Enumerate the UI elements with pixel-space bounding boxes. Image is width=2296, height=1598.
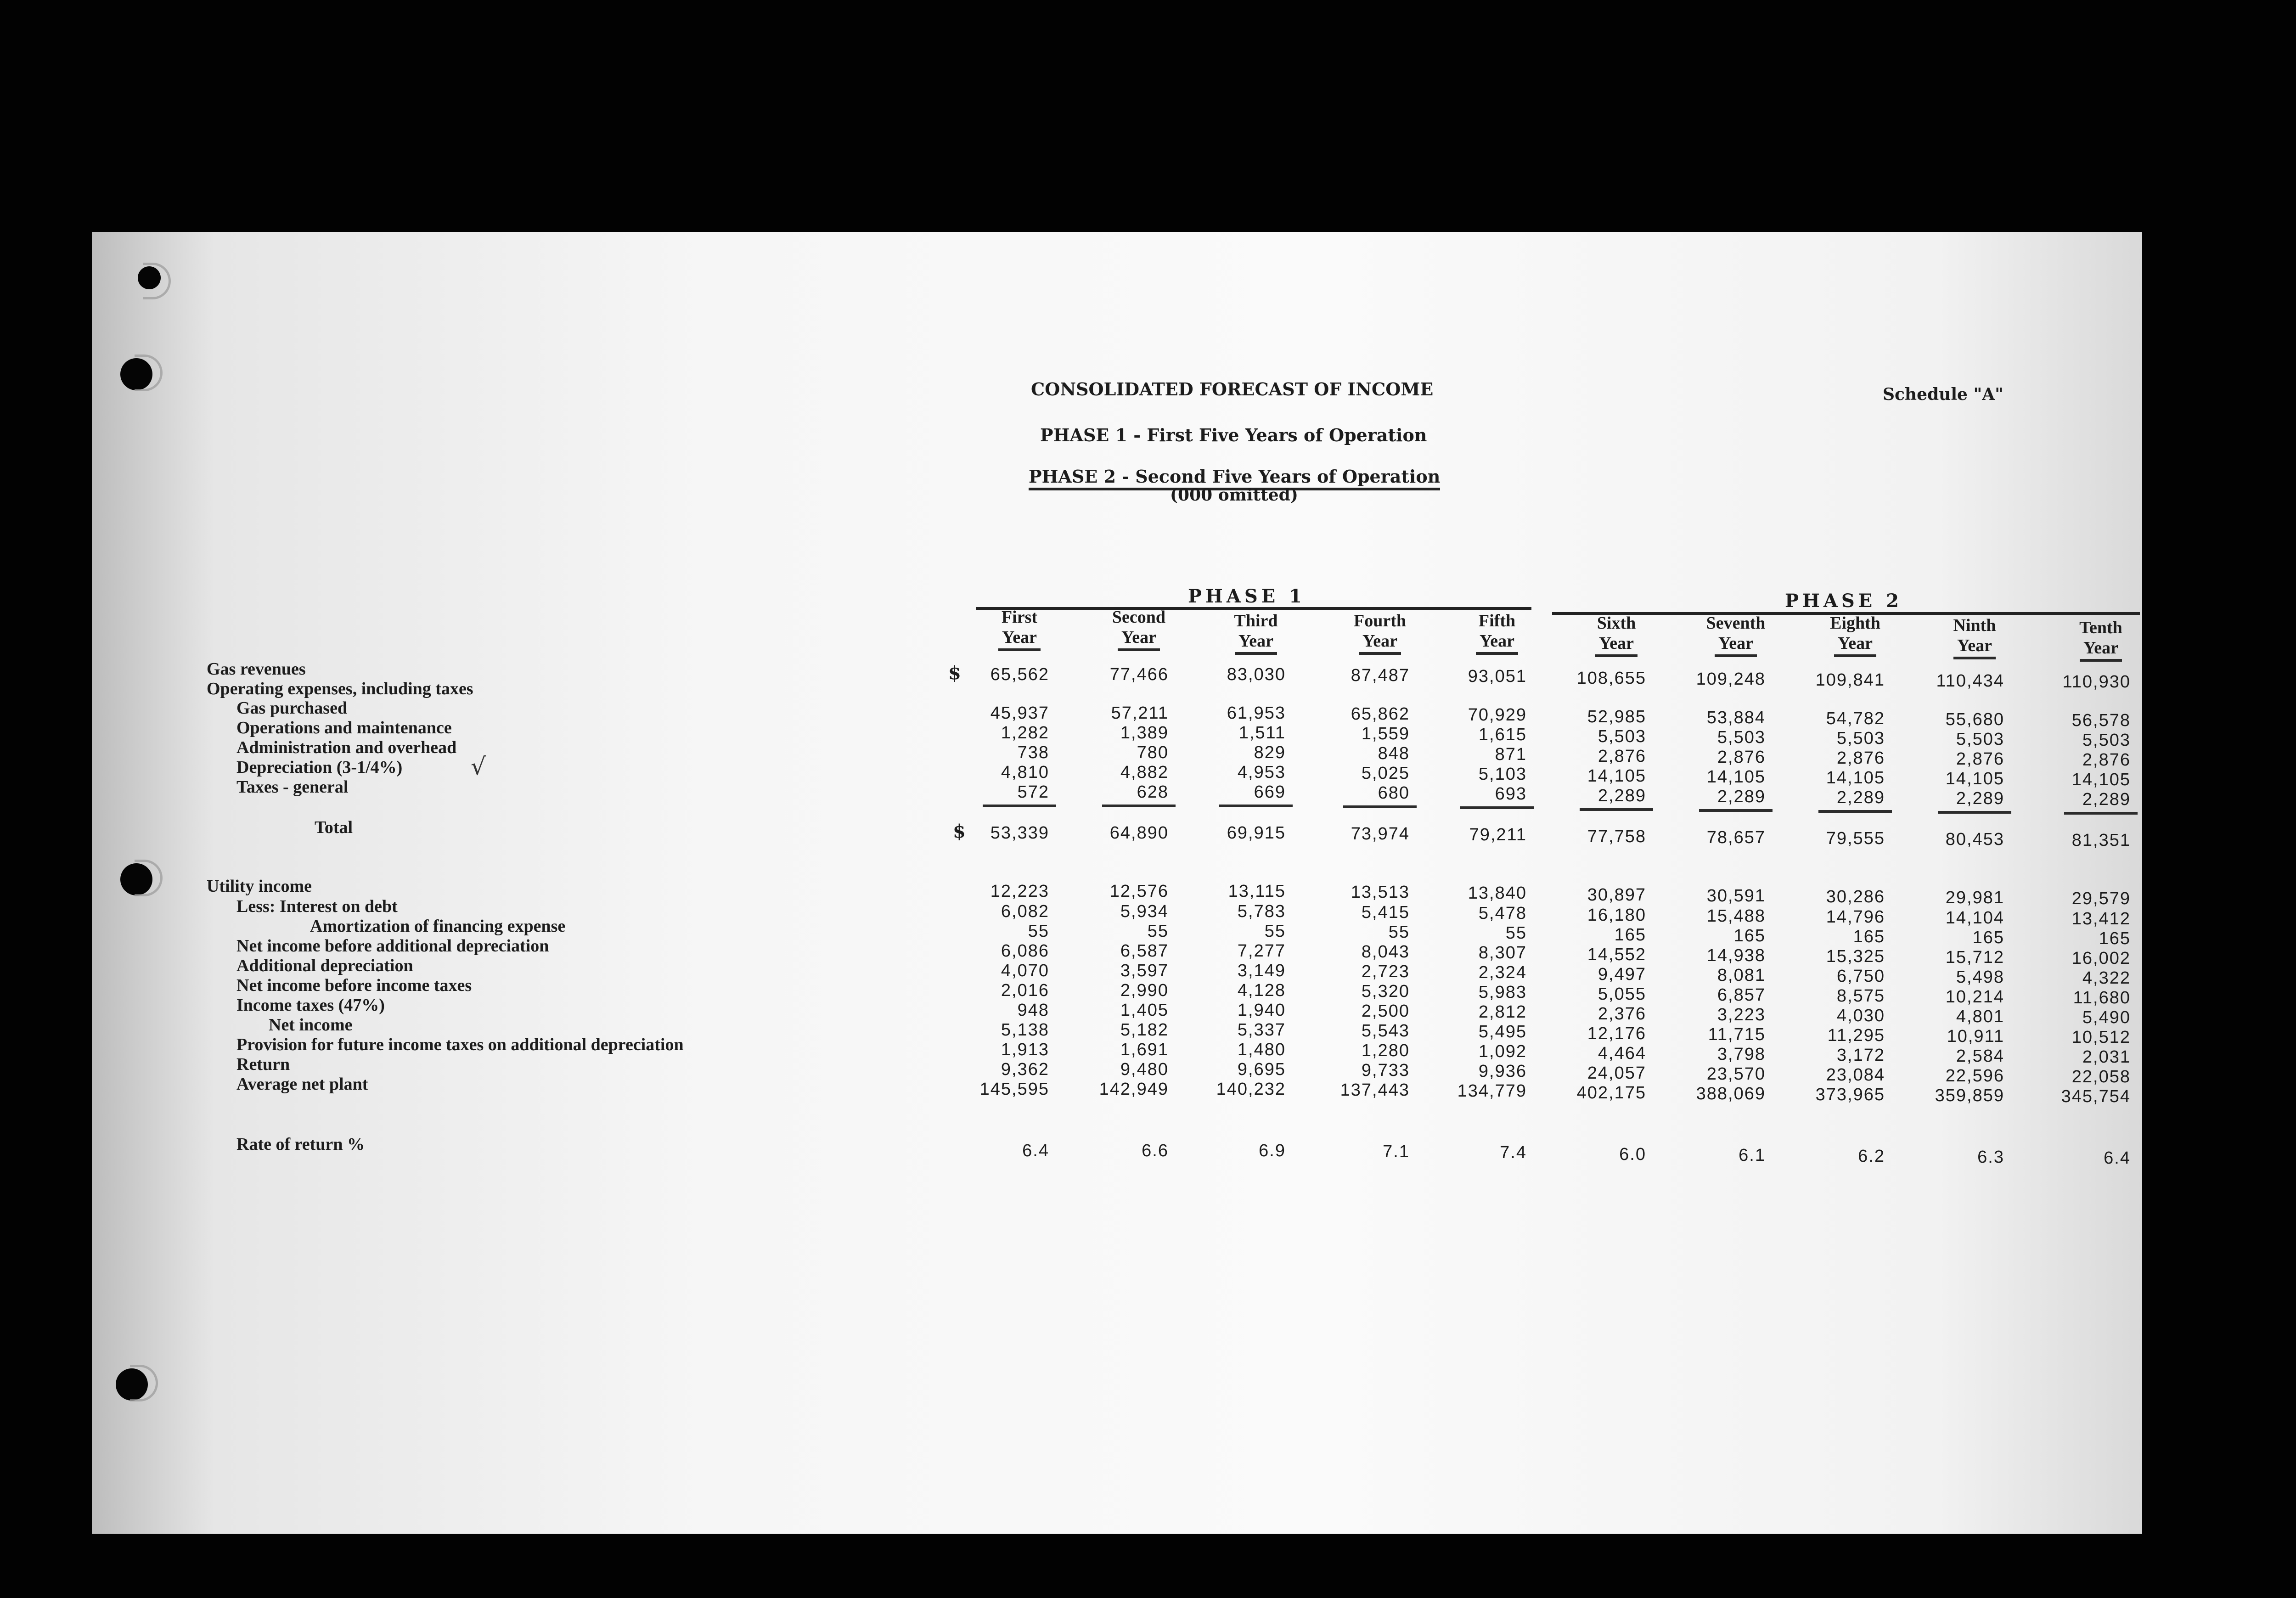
table-cell: 4,070 bbox=[1001, 961, 1049, 980]
table-cell: 22,058 bbox=[2071, 1067, 2131, 1086]
table-cell: 10,911 bbox=[1947, 1027, 2004, 1046]
row-label: Additional depreciation bbox=[236, 956, 413, 975]
column-header-bottom: Year bbox=[1595, 633, 1638, 657]
row-label: Depreciation (3-1/4%) bbox=[236, 758, 403, 777]
table-cell: 110,434 bbox=[1936, 671, 2004, 691]
row-label: Gas purchased bbox=[236, 698, 348, 718]
table-cell: 11,680 bbox=[2073, 988, 2131, 1007]
table-cell: 54,782 bbox=[1826, 709, 1885, 728]
table-cell: 55 bbox=[1028, 922, 1049, 941]
table-cell: 70,929 bbox=[1468, 705, 1527, 725]
table-cell: 2,289 bbox=[2082, 790, 2131, 809]
column-header-2 bbox=[1100, 607, 1178, 651]
table-cell: 7.4 bbox=[1500, 1143, 1527, 1162]
table-cell: 8,081 bbox=[1717, 966, 1766, 985]
column-header-top: Sixth bbox=[1597, 613, 1636, 633]
table-cell: 52,985 bbox=[1587, 707, 1646, 726]
table-cell: 1,940 bbox=[1237, 1001, 1286, 1020]
table-cell: 79,555 bbox=[1826, 829, 1885, 848]
table-cell: 57,211 bbox=[1111, 703, 1169, 723]
table-cell: 5,503 bbox=[1836, 729, 1885, 748]
table-cell: 7.1 bbox=[1383, 1142, 1410, 1161]
table-cell: 345,754 bbox=[2061, 1087, 2131, 1106]
table-cell: 5,490 bbox=[2082, 1008, 2131, 1027]
table-cell: 5,503 bbox=[2082, 731, 2131, 750]
table-cell: 1,559 bbox=[1361, 724, 1410, 743]
table-cell: 6.3 bbox=[1977, 1148, 2004, 1167]
table-cell: 2,990 bbox=[1120, 981, 1169, 1000]
subtotal-rule bbox=[1102, 805, 1176, 807]
row-label: Net income before income taxes bbox=[236, 976, 472, 995]
phase-1-rule bbox=[976, 607, 1531, 610]
table-cell: 110,930 bbox=[2062, 672, 2131, 692]
column-header-bottom: Year bbox=[1118, 627, 1160, 651]
punch-hole-4 bbox=[116, 1368, 148, 1401]
column-header-top: Second bbox=[1112, 608, 1166, 627]
table-cell: 3,798 bbox=[1717, 1045, 1766, 1064]
table-cell: 14,105 bbox=[2071, 770, 2131, 789]
row-label: Gas revenues bbox=[207, 659, 306, 679]
column-header-top: First bbox=[1001, 608, 1038, 627]
table-cell: 693 bbox=[1495, 784, 1527, 804]
table-cell: 4,953 bbox=[1237, 763, 1286, 782]
table-cell: 9,480 bbox=[1120, 1060, 1169, 1079]
table-cell: 1,691 bbox=[1120, 1040, 1169, 1059]
column-header-bottom: Year bbox=[1715, 633, 1757, 657]
table-cell: 388,069 bbox=[1696, 1084, 1766, 1103]
table-cell: 53,884 bbox=[1706, 708, 1766, 727]
row-label: Income taxes (47%) bbox=[236, 996, 385, 1015]
table-cell: 1,092 bbox=[1478, 1042, 1527, 1061]
table-cell: 6.4 bbox=[2104, 1148, 2131, 1168]
table-cell: 55 bbox=[1147, 922, 1169, 941]
table-cell: 5,415 bbox=[1361, 903, 1410, 922]
table-cell: 12,176 bbox=[1587, 1024, 1646, 1043]
column-header-4 bbox=[1341, 611, 1419, 655]
table-cell: 2,289 bbox=[1956, 789, 2004, 808]
table-cell: 871 bbox=[1495, 745, 1527, 764]
table-cell: 4,128 bbox=[1237, 981, 1286, 1000]
table-cell: 29,981 bbox=[1945, 888, 2004, 907]
table-cell: 13,513 bbox=[1351, 883, 1410, 902]
table-cell: 9,695 bbox=[1237, 1060, 1286, 1079]
table-cell: 2,289 bbox=[1598, 786, 1646, 805]
table-cell: 6,587 bbox=[1120, 941, 1169, 961]
table-cell: 30,897 bbox=[1587, 885, 1646, 905]
table-cell: 73,974 bbox=[1351, 824, 1410, 844]
column-header-top: Fifth bbox=[1478, 611, 1516, 630]
phase2-subtitle: PHASE 2 - Second Five Years of Operation bbox=[1029, 466, 1440, 490]
row-label: Net income before additional depreciation bbox=[236, 936, 549, 956]
table-cell: 5,103 bbox=[1478, 765, 1527, 784]
table-cell: 11,295 bbox=[1827, 1026, 1885, 1045]
table-cell: 5,055 bbox=[1598, 985, 1646, 1004]
table-cell: 15,488 bbox=[1706, 906, 1766, 926]
table-cell: 14,796 bbox=[1826, 907, 1885, 927]
table-cell: 15,712 bbox=[1945, 948, 2004, 967]
table-cell: 5,337 bbox=[1237, 1020, 1286, 1040]
table-cell: 3,597 bbox=[1120, 961, 1169, 980]
table-cell: 5,934 bbox=[1120, 902, 1169, 921]
table-cell: 5,503 bbox=[1598, 727, 1646, 746]
table-cell: 9,733 bbox=[1361, 1061, 1410, 1080]
table-cell: 10,512 bbox=[2071, 1028, 2131, 1047]
table-cell: 2,376 bbox=[1598, 1004, 1646, 1024]
column-header-top: Fourth bbox=[1354, 611, 1406, 630]
table-cell: 134,779 bbox=[1457, 1081, 1527, 1101]
dollar-sign-total: $ bbox=[953, 821, 966, 842]
table-cell: 108,655 bbox=[1576, 669, 1646, 688]
table-cell: 14,104 bbox=[1945, 908, 2004, 928]
table-cell: 5,983 bbox=[1478, 983, 1527, 1002]
table-cell: 2,876 bbox=[1836, 748, 1885, 768]
table-cell: 1,913 bbox=[1001, 1040, 1049, 1059]
table-cell: 79,211 bbox=[1469, 825, 1527, 844]
table-cell: 165 bbox=[1853, 927, 1885, 946]
table-cell: 56,578 bbox=[2071, 711, 2131, 730]
table-cell: 55 bbox=[1505, 923, 1527, 943]
table-cell: 5,498 bbox=[1956, 968, 2004, 987]
table-cell: 6.1 bbox=[1739, 1146, 1766, 1165]
column-header-bottom: Year bbox=[1834, 633, 1876, 657]
table-cell: 2,500 bbox=[1361, 1002, 1410, 1021]
subtotal-rule bbox=[983, 805, 1056, 807]
table-cell: 165 bbox=[1972, 928, 2004, 947]
table-cell: 829 bbox=[1254, 743, 1286, 762]
table-cell: 9,362 bbox=[1001, 1060, 1049, 1079]
subtotal-rule bbox=[1219, 805, 1293, 807]
table-cell: 5,138 bbox=[1001, 1020, 1049, 1040]
table-cell: 12,223 bbox=[990, 882, 1049, 901]
row-label: Less: Interest on debt bbox=[236, 897, 398, 916]
table-cell: 738 bbox=[1017, 743, 1049, 762]
table-cell: 30,286 bbox=[1826, 887, 1885, 906]
table-cell: 77,466 bbox=[1109, 665, 1169, 684]
table-cell: 1,280 bbox=[1361, 1041, 1410, 1060]
table-cell: 402,175 bbox=[1576, 1083, 1646, 1103]
table-cell: 81,351 bbox=[2071, 831, 2131, 850]
column-header-bottom: Year bbox=[1235, 631, 1277, 655]
table-cell: 6,082 bbox=[1001, 902, 1049, 921]
row-label: Rate of return % bbox=[236, 1135, 365, 1154]
table-cell: 5,503 bbox=[1717, 728, 1766, 747]
table-cell: 3,149 bbox=[1237, 961, 1286, 980]
table-cell: 373,965 bbox=[1815, 1085, 1885, 1104]
column-header-top: Eighth bbox=[1830, 613, 1880, 633]
table-cell: 64,890 bbox=[1109, 823, 1169, 843]
table-cell: 2,031 bbox=[2082, 1047, 2131, 1067]
column-header-bottom: Year bbox=[1476, 631, 1518, 655]
table-cell: 142,949 bbox=[1099, 1080, 1169, 1099]
table-cell: 5,478 bbox=[1478, 904, 1527, 923]
table-cell: 45,937 bbox=[990, 703, 1049, 723]
table-cell: 29,579 bbox=[2071, 889, 2131, 908]
table-cell: 6,750 bbox=[1836, 967, 1885, 986]
table-cell: 65,862 bbox=[1351, 704, 1410, 724]
table-cell: 93,051 bbox=[1468, 667, 1527, 686]
row-label: Taxes - general bbox=[236, 777, 349, 797]
column-header-10 bbox=[2062, 618, 2140, 662]
table-cell: 55 bbox=[1264, 922, 1286, 941]
row-label: Operations and maintenance bbox=[236, 718, 452, 737]
table-cell: 8,307 bbox=[1478, 943, 1527, 962]
table-cell: 1,511 bbox=[1238, 723, 1286, 743]
table-cell: 680 bbox=[1378, 783, 1410, 803]
table-cell: 4,322 bbox=[2082, 968, 2131, 988]
column-header-bottom: Year bbox=[1953, 636, 1996, 659]
table-cell: 165 bbox=[1733, 926, 1766, 945]
table-cell: 2,584 bbox=[1956, 1047, 2004, 1066]
subtotal-rule bbox=[2064, 812, 2138, 815]
row-label: Amortization of financing expense bbox=[310, 917, 566, 936]
table-cell: 165 bbox=[2099, 929, 2131, 948]
table-cell: 3,223 bbox=[1717, 1005, 1766, 1024]
column-header-bottom: Year bbox=[2080, 638, 2122, 662]
table-cell: 10,214 bbox=[1945, 987, 2004, 1007]
table-cell: 948 bbox=[1017, 1001, 1049, 1020]
table-cell: 2,876 bbox=[1956, 749, 2004, 769]
row-label: Total bbox=[315, 818, 353, 837]
table-cell: 780 bbox=[1137, 743, 1169, 762]
table-cell: 5,320 bbox=[1361, 982, 1410, 1001]
table-cell: 16,180 bbox=[1587, 906, 1646, 925]
table-cell: 2,876 bbox=[1598, 747, 1646, 766]
document-title: CONSOLIDATED FORECAST OF INCOME bbox=[1031, 379, 1434, 400]
table-cell: 15,325 bbox=[1826, 947, 1885, 966]
subtotal-rule bbox=[1938, 811, 2011, 814]
table-cell: 5,025 bbox=[1361, 764, 1410, 783]
table-cell: 4,464 bbox=[1598, 1044, 1646, 1063]
row-label: Provision for future income taxes on additional depreciation bbox=[236, 1035, 684, 1054]
column-header-top: Tenth bbox=[2079, 618, 2122, 637]
column-header-1 bbox=[980, 607, 1058, 651]
table-cell: 23,084 bbox=[1826, 1065, 1885, 1085]
table-cell: 6.0 bbox=[1619, 1145, 1646, 1164]
table-cell: 2,324 bbox=[1478, 963, 1527, 982]
table-cell: 572 bbox=[1017, 782, 1049, 802]
table-cell: 4,810 bbox=[1001, 763, 1049, 782]
column-header-top: Ninth bbox=[1953, 616, 1996, 635]
table-cell: 14,105 bbox=[1706, 767, 1766, 787]
table-cell: 5,495 bbox=[1478, 1022, 1527, 1041]
table-cell: 2,876 bbox=[1717, 748, 1766, 767]
table-cell: 14,105 bbox=[1587, 766, 1646, 786]
table-cell: 1,615 bbox=[1478, 725, 1527, 744]
table-cell: 137,443 bbox=[1340, 1080, 1410, 1100]
dollar-sign-revenues: $ bbox=[948, 662, 961, 684]
table-cell: 13,115 bbox=[1228, 882, 1286, 901]
table-cell: 628 bbox=[1137, 782, 1169, 802]
subtotal-rule bbox=[1460, 806, 1534, 809]
subtotal-rule bbox=[1580, 808, 1653, 811]
phase1-subtitle: PHASE 1 - First Five Years of Operation bbox=[1040, 425, 1427, 445]
table-cell: 145,595 bbox=[979, 1080, 1049, 1099]
table-cell: 359,859 bbox=[1935, 1086, 2004, 1105]
table-cell: 30,591 bbox=[1706, 886, 1766, 906]
row-label: Net income bbox=[269, 1015, 353, 1035]
table-cell: 5,783 bbox=[1237, 902, 1286, 921]
column-header-9 bbox=[1936, 615, 2014, 659]
table-cell: 5,182 bbox=[1120, 1020, 1169, 1040]
subtotal-rule bbox=[1818, 810, 1892, 813]
table-cell: 2,289 bbox=[1836, 788, 1885, 807]
table-cell: 13,840 bbox=[1468, 883, 1527, 903]
table-cell: 61,953 bbox=[1227, 703, 1286, 723]
table-cell: 1,480 bbox=[1237, 1040, 1286, 1059]
table-cell: 13,412 bbox=[2071, 909, 2131, 928]
table-cell: 65,562 bbox=[990, 665, 1049, 684]
table-cell: 11,715 bbox=[1708, 1025, 1766, 1044]
table-cell: 4,030 bbox=[1836, 1006, 1885, 1025]
table-cell: 2,812 bbox=[1478, 1002, 1527, 1022]
table-cell: 23,570 bbox=[1706, 1064, 1766, 1084]
column-header-5 bbox=[1458, 611, 1536, 655]
table-cell: 3,172 bbox=[1836, 1046, 1885, 1065]
table-cell: 5,503 bbox=[1956, 730, 2004, 749]
phase-1-header: PHASE 1 bbox=[1187, 585, 1306, 607]
row-label: Utility income bbox=[207, 877, 312, 896]
table-cell: 6,857 bbox=[1717, 985, 1766, 1005]
table-cell: 22,596 bbox=[1945, 1066, 2004, 1086]
table-cell: 8,043 bbox=[1361, 942, 1410, 962]
row-label: Administration and overhead bbox=[236, 738, 457, 757]
table-cell: 12,576 bbox=[1109, 882, 1169, 901]
table-cell: 87,487 bbox=[1351, 666, 1410, 685]
table-cell: 6.9 bbox=[1259, 1141, 1286, 1160]
table-cell: 14,105 bbox=[1945, 769, 2004, 788]
table-cell: 669 bbox=[1254, 782, 1286, 802]
table-cell: 77,758 bbox=[1587, 827, 1646, 846]
punch-hole-3 bbox=[120, 863, 152, 895]
table-cell: 4,801 bbox=[1956, 1007, 2004, 1026]
row-label: Operating expenses, including taxes bbox=[207, 679, 473, 698]
table-cell: 6.6 bbox=[1142, 1141, 1169, 1160]
table-cell: 2,016 bbox=[1001, 981, 1049, 1000]
table-cell: 6.4 bbox=[1022, 1141, 1049, 1160]
punch-hole-1 bbox=[138, 266, 161, 289]
table-cell: 2,289 bbox=[1717, 787, 1766, 806]
table-cell: 69,915 bbox=[1227, 823, 1286, 843]
checkmark-icon: √ bbox=[471, 753, 486, 781]
table-cell: 8,575 bbox=[1836, 986, 1885, 1006]
table-cell: 9,497 bbox=[1598, 965, 1646, 984]
table-cell: 109,841 bbox=[1815, 670, 1885, 690]
column-header-top: Seventh bbox=[1706, 613, 1766, 633]
table-cell: 14,552 bbox=[1587, 945, 1646, 964]
subtotal-rule bbox=[1699, 809, 1773, 812]
table-cell: 2,723 bbox=[1361, 962, 1410, 981]
table-cell: 1,282 bbox=[1001, 723, 1049, 743]
row-label: Return bbox=[236, 1055, 290, 1074]
row-label: Average net plant bbox=[236, 1075, 368, 1094]
table-cell: 1,405 bbox=[1120, 1001, 1169, 1020]
column-header-7 bbox=[1697, 613, 1775, 657]
table-cell: 848 bbox=[1378, 744, 1410, 763]
table-cell: 140,232 bbox=[1216, 1080, 1286, 1099]
subtotal-rule bbox=[1343, 805, 1417, 808]
table-cell: 55 bbox=[1388, 923, 1410, 942]
column-header-8 bbox=[1816, 613, 1894, 657]
phase-2-header: PHASE 2 bbox=[1784, 590, 1903, 612]
punch-hole-2 bbox=[120, 358, 152, 390]
table-cell: 16,002 bbox=[2071, 949, 2131, 968]
column-header-6 bbox=[1577, 613, 1655, 657]
column-header-bottom: Year bbox=[1359, 631, 1401, 655]
table-cell: 14,938 bbox=[1706, 946, 1766, 965]
schedule-label: Schedule "A" bbox=[1883, 385, 2003, 404]
table-cell: 53,339 bbox=[990, 823, 1049, 843]
table-cell: 1,389 bbox=[1120, 723, 1169, 743]
column-header-3 bbox=[1217, 611, 1295, 655]
table-cell: 4,882 bbox=[1120, 763, 1169, 782]
table-cell: 24,057 bbox=[1587, 1063, 1646, 1083]
table-cell: 6.2 bbox=[1858, 1147, 1885, 1166]
table-cell: 9,936 bbox=[1478, 1062, 1527, 1081]
table-cell: 78,657 bbox=[1706, 828, 1766, 847]
column-header-top: Third bbox=[1234, 611, 1278, 630]
table-cell: 109,248 bbox=[1696, 670, 1766, 689]
table-cell: 5,543 bbox=[1361, 1021, 1410, 1041]
table-cell: 55,680 bbox=[1945, 710, 2004, 729]
table-cell: 83,030 bbox=[1227, 665, 1286, 684]
units-note: (000 omitted) bbox=[1170, 485, 1298, 505]
column-header-bottom: Year bbox=[998, 627, 1041, 651]
table-cell: 80,453 bbox=[1945, 830, 2004, 849]
table-cell: 2,876 bbox=[2082, 750, 2131, 770]
table-cell: 6,086 bbox=[1001, 941, 1049, 961]
table-cell: 7,277 bbox=[1237, 941, 1286, 961]
table-cell: 165 bbox=[1614, 925, 1646, 945]
table-cell: 14,105 bbox=[1826, 768, 1885, 788]
